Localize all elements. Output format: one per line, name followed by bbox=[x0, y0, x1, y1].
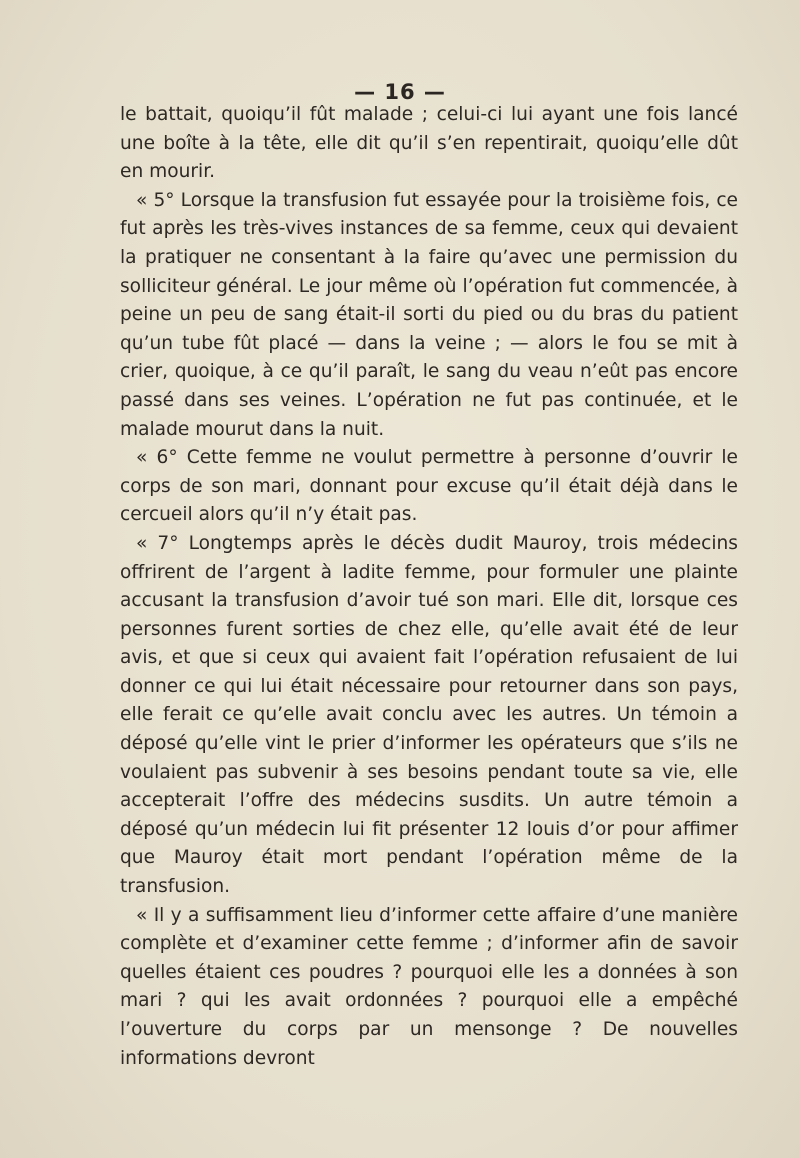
paragraph-item-6: « 6° Cette femme ne voulut permettre à personne d’ouvrir le corps de son mari, donnant pour excuse qu’il était déjà dans le cercueil alors qu’il n’y était pas. bbox=[120, 447, 738, 526]
body-text bbox=[120, 101, 738, 1073]
paragraph-item-7: « 7° Longtemps après le décès dudit Mauroy, trois médecins offrirent de l’argent à ladite femme, pour formuler une plainte accusant la transfusion d’avoir tué son mari. Elle dit, lorsque ces personnes furent sorties de chez elle, qu’elle avait été de leur avis, et que si ceux qui avaient fait l’opération refusaient de lui donner ce qui lui était nécessaire pour retourner dans son pays, elle ferait ce qu’elle avait conclu avec les autres. Un témoin a déposé qu’elle vint le prier d’informer les opérateurs que s’ils ne voulaient pas subvenir à ses besoins pendant toute sa vie, elle accepterait l’offre des médecins susdits. Un autre témoin a déposé qu’un médecin lui fit présenter 12 louis d’or pour affimer que Mauroy était mort pendant l’opération même de la transfusion. bbox=[120, 532, 738, 898]
page-number: — 16 — bbox=[354, 80, 446, 104]
paragraph-conclusion: « Il y a suffisamment lieu d’informer cette affaire d’une manière complète et d’examiner cette femme ; d’informer afin de savoir quelles étaient ces poudres ? pourquoi elle les a données à son mari ? qui les avait ordonnées ? pourquoi elle a empêché l’ouverture du corps par un mensonge ? De nouvelles informations devront bbox=[120, 904, 738, 1069]
paragraph-item-5: « 5° Lorsque la transfusion fut essayée pour la troisième fois, ce fut après les très-vives instances de sa femme, ceux qui devaient la pratiquer ne consentant à la faire qu’avec une permission du solliciteur général. Le jour même où l’opération fut commencée, à peine un peu de sang était-il sorti du pied ou du bras du patient qu’un tube fût placé — dans la veine ; — alors le fou se mit à crier, quoique, à ce qu’il paraît, le sang du veau n’eût pas encore passé dans ses veines. L’opération ne fut pas continuée, et le malade mourut dans la nuit. bbox=[120, 189, 738, 440]
paragraph-continuation: le battait, quoiqu’il fût malade ; celui-ci lui ayant une fois lancé une boîte à la tête, elle dit qu’il s’en repentirait, quoiqu’elle dût en mourir. bbox=[120, 104, 738, 183]
